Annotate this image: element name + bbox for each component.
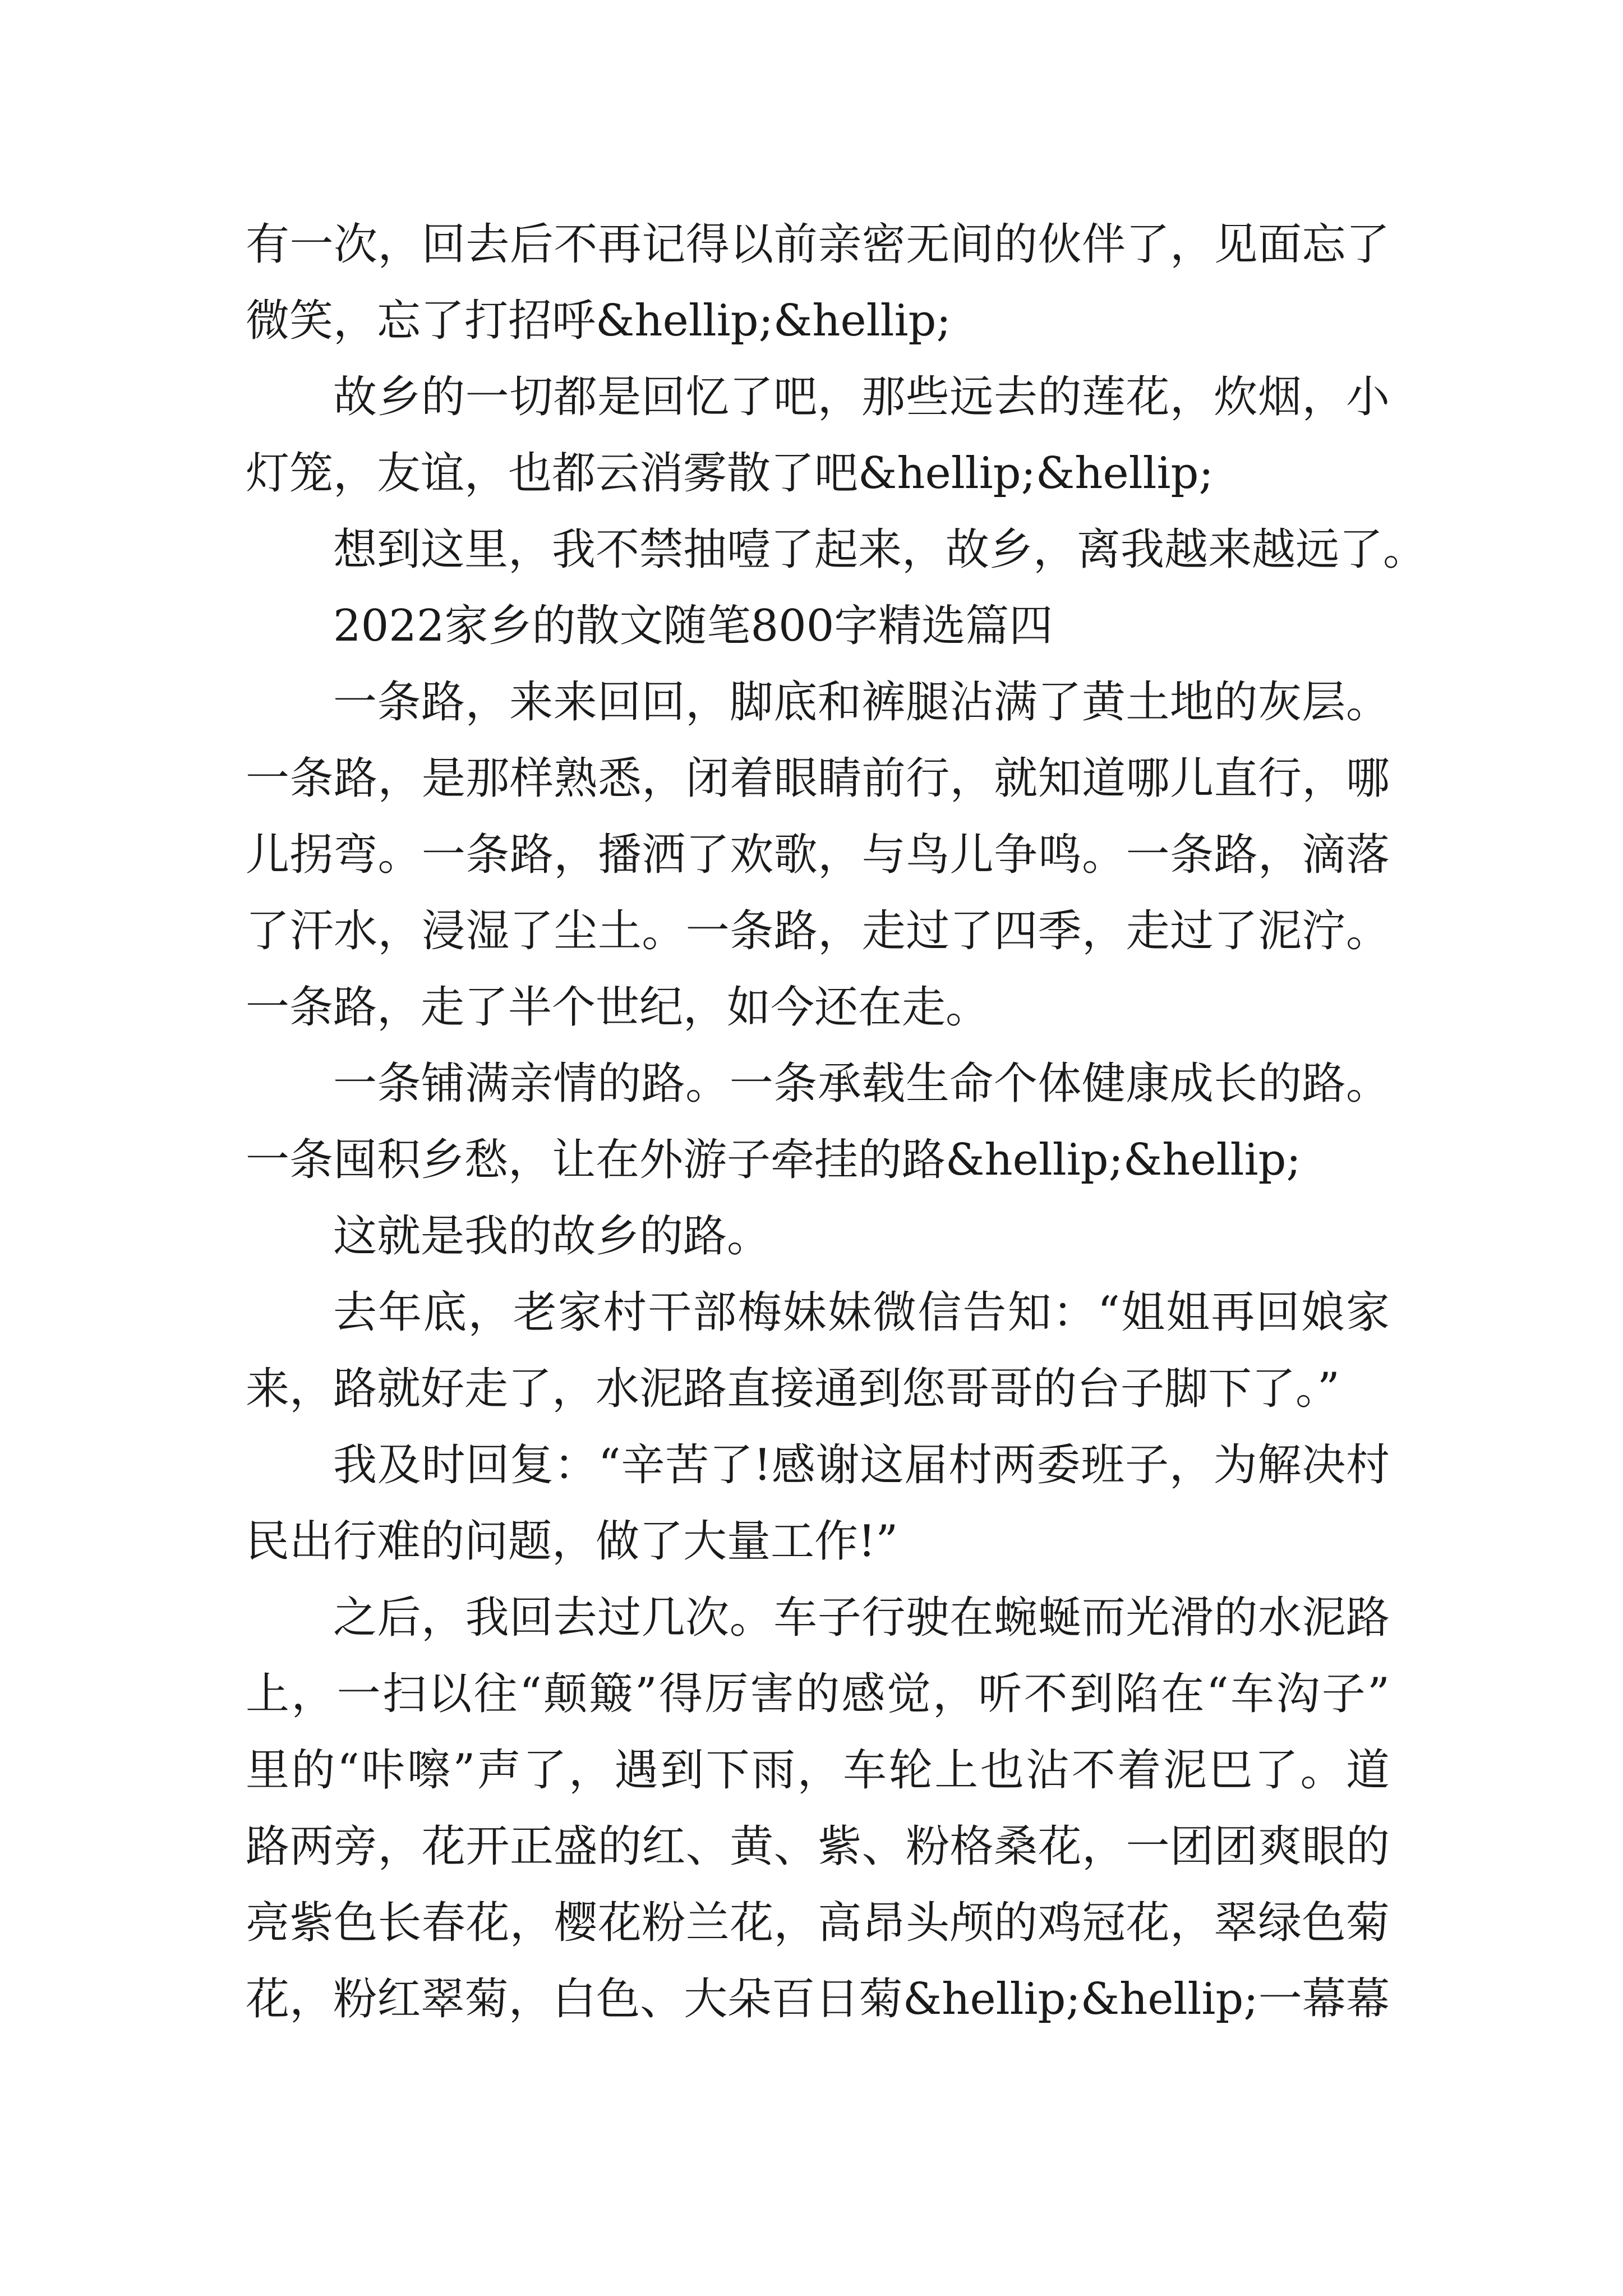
text-line: 民出行难的问题，做了大量工作!” xyxy=(246,1516,898,1567)
text-line: 有一次，回去后不再记得以前亲密无间的伙伴了，见面忘了 xyxy=(246,219,1390,270)
text-line: 了汗水，浸湿了尘土。一条路，走过了四季，走过了泥泞。 xyxy=(246,906,1390,956)
text-line: 一条铺满亲情的路。一条承载生命个体健康成长的路。 xyxy=(333,1059,1390,1109)
document-body xyxy=(246,206,1427,2037)
text-line: 一条路，走了半个世纪，如今还在走。 xyxy=(246,982,990,1033)
text-line: 儿拐弯。一条路，播洒了欢歌，与鸟儿争鸣。一条路，滴落 xyxy=(246,830,1390,880)
text-line: 花，粉红翠菊，白色、大朵百日菊&hellip;&hellip;一幕幕 xyxy=(246,1974,1390,2024)
text-line: 上，一扫以往“颠簸”得厉害的感觉，听不到陷在“车沟子” xyxy=(246,1669,1390,1719)
text-line: 微笑，忘了打招呼&hellip;&hellip; xyxy=(246,296,951,346)
text-line: 灯笼，友谊，也都云消雾散了吧&hellip;&hellip; xyxy=(246,448,1214,499)
section-heading: 2022家乡的散文随笔800字精选篇四 xyxy=(333,601,1053,651)
text-line: 故乡的一切都是回忆了吧，那些远去的莲花，炊烟，小 xyxy=(333,372,1390,422)
text-line: 一条囤积乡愁，让在外游子牵挂的路&hellip;&hellip; xyxy=(246,1135,1301,1185)
text-line: 一条路，来来回回，脚底和裤腿沾满了黄土地的灰层。 xyxy=(333,677,1390,728)
text-line: 路两旁，花开正盛的红、黄、紫、粉格桑花，一团团爽眼的 xyxy=(246,1821,1390,1872)
text-line: 我及时回复：“辛苦了!感谢这届村两委班子，为解决村 xyxy=(333,1440,1390,1490)
text-line: 想到这里，我不禁抽噎了起来，故乡，离我越来越远了。 xyxy=(333,524,1427,575)
text-line: 一条路，是那样熟悉，闭着眼睛前行，就知道哪儿直行，哪 xyxy=(246,753,1390,804)
text-line: 之后，我回去过几次。车子行驶在蜿蜒而光滑的水泥路 xyxy=(333,1593,1390,1643)
text-line: 来，路就好走了，水泥路直接通到您哥哥的台子脚下了。” xyxy=(246,1364,1340,1414)
text-line: 去年底，老家村干部梅妹妹微信告知：“姐姐再回娘家 xyxy=(333,1287,1390,1338)
text-line: 亮紫色长春花，樱花粉兰花，高昂头颅的鸡冠花，翠绿色菊 xyxy=(246,1898,1390,1948)
text-line: 这就是我的故乡的路。 xyxy=(333,1211,771,1262)
text-line: 里的“咔嚓”声了，遇到下雨，车轮上也沾不着泥巴了。道 xyxy=(246,1745,1390,1796)
